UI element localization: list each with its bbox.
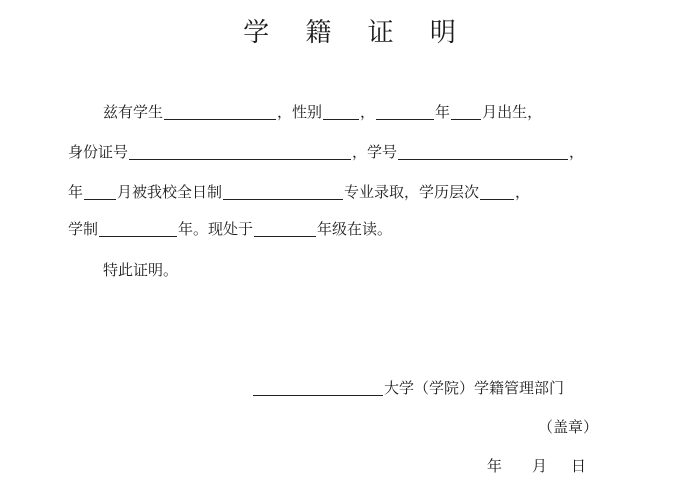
date-month-label: 月: [532, 457, 548, 475]
label-id-number: 身份证号: [68, 143, 129, 161]
seal-label: （盖章）: [538, 418, 599, 436]
label-year: 年: [435, 103, 451, 121]
blank-gender[interactable]: [323, 103, 359, 120]
blank-birth-year[interactable]: [376, 103, 434, 120]
label-admitted: 月被我校全日制: [117, 183, 223, 201]
label-month-born: 月出生，: [482, 103, 543, 121]
label-major-level: 专业录取，学历层次: [344, 183, 480, 201]
blank-education-level[interactable]: [480, 183, 514, 200]
label-program-length: 学制: [68, 220, 99, 238]
blank-program-length[interactable]: [99, 220, 177, 237]
line-id-info: [68, 141, 584, 163]
blank-grade[interactable]: [254, 220, 316, 237]
label-enroll-year: 年: [68, 183, 84, 201]
line-student-info: [103, 101, 542, 123]
label-comma: ，: [360, 103, 376, 121]
blank-birth-month[interactable]: [451, 103, 481, 120]
line-hereby-certify: [103, 259, 178, 281]
blank-enroll-month[interactable]: [84, 183, 116, 200]
label-currently-in: 年。现处于: [178, 220, 254, 238]
blank-university-name[interactable]: [253, 379, 383, 396]
document-title: 学 籍 证 明: [243, 18, 470, 48]
label-gender: ，性别: [277, 103, 323, 121]
signature-department: [252, 377, 564, 399]
label-student: 兹有学生: [103, 103, 164, 121]
line-study-status: [68, 218, 392, 240]
label-comma-3: ，: [515, 183, 531, 201]
blank-student-name[interactable]: [164, 103, 276, 120]
blank-id-number[interactable]: [129, 143, 351, 160]
blank-major[interactable]: [223, 183, 343, 200]
date-year-label: 年: [487, 457, 503, 475]
date-day-label: 日: [571, 457, 587, 475]
label-student-number: ，学号: [352, 143, 398, 161]
label-hereby-certify: 特此证明。: [103, 261, 179, 279]
label-department: 大学（学院）学籍管理部门: [384, 379, 565, 397]
line-enrollment-info: [68, 181, 530, 203]
blank-student-number[interactable]: [398, 143, 568, 160]
label-comma-2: ，: [569, 143, 585, 161]
label-grade-studying: 年级在读。: [317, 220, 393, 238]
